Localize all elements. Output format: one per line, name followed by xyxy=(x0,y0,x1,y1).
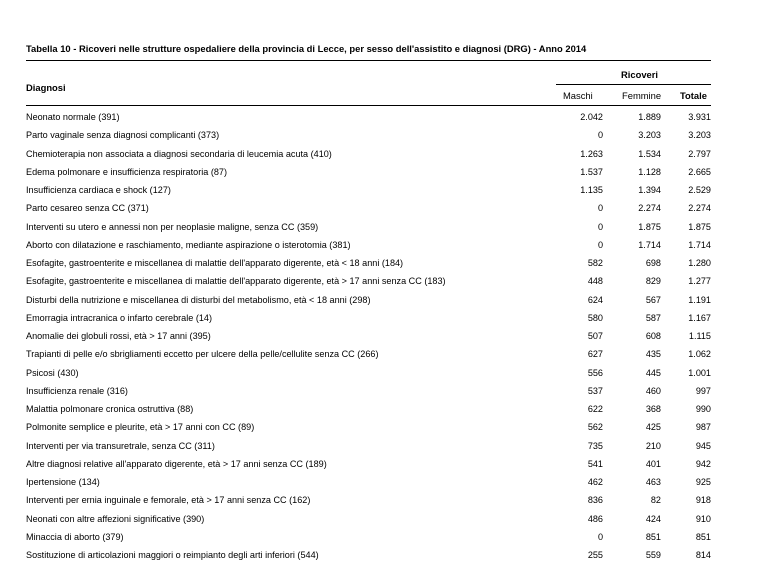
cell-totale: 1.115 xyxy=(688,331,711,341)
cell-maschi: 582 xyxy=(587,258,603,268)
cell-totale: 3.203 xyxy=(688,130,711,141)
cell-femmine: 210 xyxy=(645,440,661,451)
cell-maschi: 448 xyxy=(587,276,603,287)
table-row xyxy=(26,127,711,145)
cell-diagnosi: Insufficienza cardiaca e shock (127) xyxy=(26,185,171,195)
cell-totale: 1.280 xyxy=(688,258,711,268)
table-row xyxy=(26,200,711,218)
header-top-rule xyxy=(26,60,711,61)
table-row xyxy=(26,456,711,474)
cell-diagnosi: Psicosi (430) xyxy=(26,367,79,378)
cell-femmine: 368 xyxy=(645,404,661,414)
cell-maschi: 0 xyxy=(597,130,603,141)
cell-totale: 945 xyxy=(695,440,711,451)
cell-totale: 1.875 xyxy=(688,221,711,232)
cell-totale: 1.001 xyxy=(688,367,711,378)
table-row xyxy=(26,547,711,565)
table-row xyxy=(26,182,711,200)
cell-maschi: 624 xyxy=(587,294,603,305)
table-row xyxy=(26,146,711,164)
cell-maschi: 541 xyxy=(587,458,603,469)
cell-femmine: 460 xyxy=(645,385,661,396)
cell-maschi: 735 xyxy=(587,440,603,451)
cell-totale: 2.529 xyxy=(688,185,711,195)
cell-maschi: 0 xyxy=(597,531,603,542)
cell-femmine: 435 xyxy=(645,349,661,360)
cell-diagnosi: Emorragia intracranica o infarto cerebrale (14) xyxy=(26,312,213,323)
table-title: Tabella 10 - Ricoveri nelle strutture ospedaliere della provincia di Lecce, per sesso dell'assistito e diagnosi (DRG) - Anno 2014 xyxy=(26,43,587,54)
cell-totale: 987 xyxy=(695,422,711,433)
cell-diagnosi: Parto cesareo senza CC (371) xyxy=(26,203,149,214)
table-row xyxy=(26,438,711,456)
table-row xyxy=(26,328,711,346)
cell-totale: 2.797 xyxy=(688,148,711,159)
cell-diagnosi: Interventi per via transuretrale, senza CC (311) xyxy=(26,440,215,451)
cell-totale: 1.191 xyxy=(688,294,711,305)
cell-femmine: 1.875 xyxy=(638,221,661,232)
cell-totale: 918 xyxy=(695,495,711,506)
cell-diagnosi: Malattia polmonare cronica ostruttiva (88) xyxy=(26,404,194,414)
cell-totale: 1.167 xyxy=(688,312,711,323)
cell-diagnosi: Anomalie dei globuli rossi, età > 17 anni (395) xyxy=(26,331,211,341)
table-row xyxy=(26,164,711,182)
cell-diagnosi: Interventi per ernia inguinale e femorale, età > 17 anni senza CC (162) xyxy=(26,495,311,506)
table-row xyxy=(26,511,711,529)
cell-femmine: 1.394 xyxy=(638,185,661,195)
table-row xyxy=(26,492,711,510)
header-bottom-rule xyxy=(26,105,711,106)
cell-totale: 910 xyxy=(695,513,711,524)
table-row xyxy=(26,237,711,255)
cell-diagnosi: Edema polmonare e insufficienza respiratoria (87) xyxy=(26,166,228,177)
column-header-maschi: Maschi xyxy=(563,90,593,101)
cell-maschi: 627 xyxy=(587,349,603,360)
cell-totale: 997 xyxy=(695,385,711,396)
cell-maschi: 836 xyxy=(587,495,603,506)
cell-totale: 1.714 xyxy=(688,239,711,250)
cell-totale: 942 xyxy=(695,458,711,469)
cell-diagnosi: Esofagite, gastroenterite e miscellanea di malattie dell'apparato digerente, età < 18 anni (184) xyxy=(26,258,404,268)
cell-totale: 990 xyxy=(695,404,711,414)
cell-totale: 851 xyxy=(695,531,711,542)
cell-totale: 3.931 xyxy=(688,112,711,122)
table-row xyxy=(26,419,711,437)
cell-femmine: 559 xyxy=(645,550,661,560)
cell-maschi: 0 xyxy=(597,221,603,232)
cell-maschi: 486 xyxy=(587,513,603,524)
cell-diagnosi: Disturbi della nutrizione e miscellanea di disturbi del metabolismo, età < 18 anni (298) xyxy=(26,294,371,305)
column-header-ricoveri: Ricoveri xyxy=(621,69,658,80)
cell-diagnosi: Ipertensione (134) xyxy=(26,477,100,487)
cell-maschi: 2.042 xyxy=(580,112,603,122)
cell-femmine: 1.714 xyxy=(638,239,661,250)
cell-diagnosi: Interventi su utero e annessi non per neoplasie maligne, senza CC (359) xyxy=(26,221,319,232)
cell-diagnosi: Altre diagnosi relative all'apparato digerente, età > 17 anni senza CC (189) xyxy=(26,458,327,469)
table-row xyxy=(26,383,711,401)
cell-maschi: 562 xyxy=(587,422,603,433)
cell-femmine: 851 xyxy=(645,531,661,542)
column-header-diagnosi: Diagnosi xyxy=(26,82,66,93)
cell-femmine: 587 xyxy=(645,312,661,323)
cell-femmine: 698 xyxy=(645,258,661,268)
cell-diagnosi: Neonati con altre affezioni significative (390) xyxy=(26,513,205,524)
cell-diagnosi: Aborto con dilatazione e raschiamento, mediante aspirazione o isterotomia (381) xyxy=(26,239,351,250)
cell-diagnosi: Chemioterapia non associata a diagnosi secondaria di leucemia acuta (410) xyxy=(26,148,332,159)
cell-maschi: 556 xyxy=(587,367,603,378)
cell-femmine: 829 xyxy=(645,276,661,287)
cell-maschi: 1.537 xyxy=(580,166,603,177)
cell-maschi: 1.135 xyxy=(580,185,603,195)
cell-maschi: 507 xyxy=(587,331,603,341)
cell-totale: 2.665 xyxy=(688,166,711,177)
table-body xyxy=(26,109,711,565)
cell-diagnosi: Esofagite, gastroenterite e miscellanea di malattie dell'apparato digerente, età > 17 anni senza CC (183) xyxy=(26,276,446,287)
cell-totale: 1.062 xyxy=(688,349,711,360)
cell-femmine: 82 xyxy=(650,495,661,506)
cell-maschi: 622 xyxy=(587,404,603,414)
table-row xyxy=(26,255,711,273)
cell-femmine: 1.889 xyxy=(638,112,661,122)
cell-femmine: 463 xyxy=(645,477,661,487)
cell-totale: 814 xyxy=(695,550,711,560)
table-row xyxy=(26,529,711,547)
cell-maschi: 1.263 xyxy=(580,148,603,159)
cell-femmine: 1.534 xyxy=(638,148,661,159)
table-row xyxy=(26,219,711,237)
cell-femmine: 1.128 xyxy=(638,166,661,177)
cell-maschi: 0 xyxy=(597,203,603,214)
cell-femmine: 445 xyxy=(645,367,661,378)
cell-maschi: 462 xyxy=(587,477,603,487)
cell-diagnosi: Parto vaginale senza diagnosi complicanti (373) xyxy=(26,130,220,141)
table-row xyxy=(26,292,711,310)
cell-maschi: 255 xyxy=(587,550,603,560)
cell-femmine: 567 xyxy=(645,294,661,305)
cell-femmine: 424 xyxy=(645,513,661,524)
cell-maschi: 537 xyxy=(587,385,603,396)
cell-diagnosi: Trapianti di pelle e/o sbrigliamenti eccetto per ulcere della pelle/cellulite senza CC (266) xyxy=(26,349,379,360)
table-row xyxy=(26,310,711,328)
column-header-femmine: Femmine xyxy=(622,90,662,101)
table-row xyxy=(26,346,711,364)
cell-totale: 2.274 xyxy=(688,203,711,214)
cell-totale: 925 xyxy=(695,477,711,487)
table-row xyxy=(26,401,711,419)
cell-femmine: 425 xyxy=(645,422,661,433)
cell-diagnosi: Neonato normale (391) xyxy=(26,112,120,122)
ricoveri-underline xyxy=(556,84,711,85)
cell-diagnosi: Sostituzione di articolazioni maggiori o reimpianto degli arti inferiori (544) xyxy=(26,550,319,560)
cell-diagnosi: Insufficienza renale (316) xyxy=(26,385,128,396)
cell-femmine: 3.203 xyxy=(638,130,661,141)
table-row xyxy=(26,474,711,492)
table-row xyxy=(26,109,711,127)
cell-femmine: 401 xyxy=(645,458,661,469)
table-row xyxy=(26,273,711,291)
cell-diagnosi: Minaccia di aborto (379) xyxy=(26,531,124,542)
cell-diagnosi: Polmonite semplice e pleurite, età > 17 anni con CC (89) xyxy=(26,422,255,433)
column-header-totale: Totale xyxy=(680,90,707,101)
cell-maschi: 0 xyxy=(597,239,603,250)
table-row xyxy=(26,365,711,383)
cell-femmine: 608 xyxy=(645,331,661,341)
cell-totale: 1.277 xyxy=(688,276,711,287)
cell-maschi: 580 xyxy=(587,312,603,323)
cell-femmine: 2.274 xyxy=(638,203,661,214)
